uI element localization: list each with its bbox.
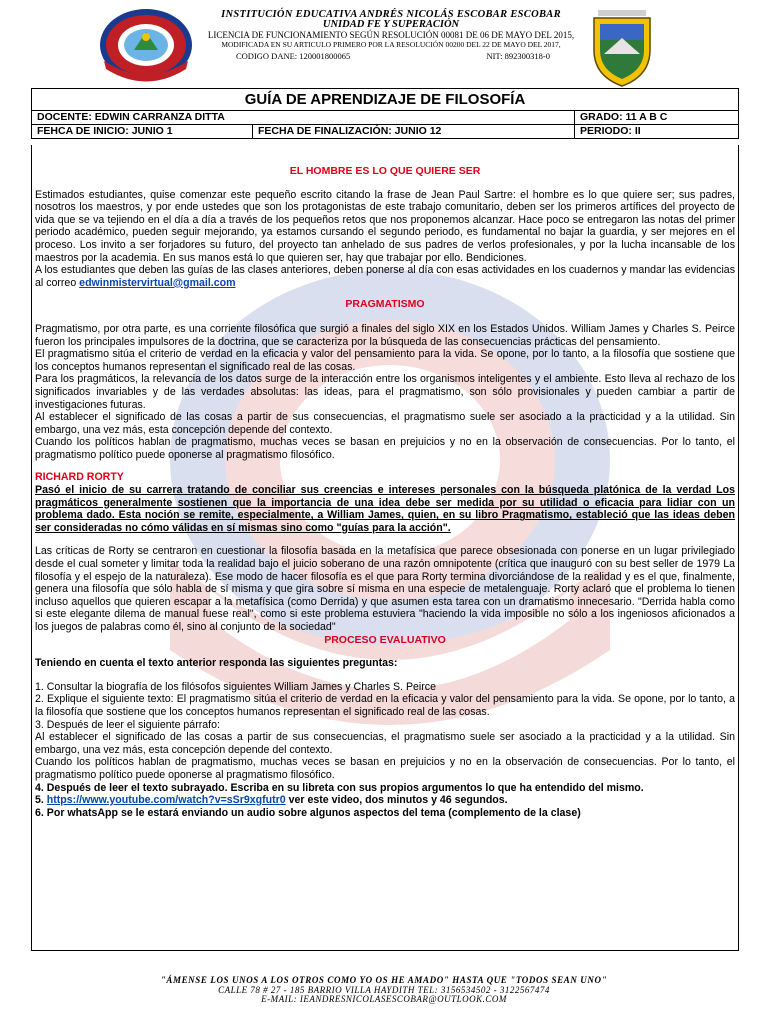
dane-code: CODIGO DANE: 120001800065	[236, 51, 351, 61]
email-link[interactable]: edwinmistervirtual@gmail.com	[79, 276, 236, 289]
pragmatismo-paragraph: Pragmatismo, por otra parte, es una corriente filosófica que surgió a finales del siglo XIX en los Estados Unidos. William James y Charles S. Peirce fueron los principales impulsores de la doctrina, que se caracteriza por la búsqueda de las consecuencias prácticas del pensamiento.	[35, 322, 735, 348]
question-3-quote: Al establecer el significado de las cosas a partir de sus consecuencias, el pragmatismo suele ser asociado a la practicidad y a la utilidad. Sin embargo, una vez más, esta concepción depende del contexto.	[35, 731, 735, 756]
question-5	[35, 794, 735, 807]
pragmatismo-heading: PRAGMATISMO	[345, 298, 425, 311]
guide-content	[35, 165, 735, 819]
question-5-number: 5.	[35, 794, 47, 807]
pragmatismo-paragraph: Cuando los políticos hablan de pragmatismo, muchas veces se basan en prejuicios y no en la observación de consecuencias. Por lo tanto, el pragmatismo político puede oponerse al pragmatismo filosófico.	[35, 436, 735, 461]
license-line: LICENCIA DE FUNCIONAMIENTO SEGÚN RESOLUCIÓN 00081 DE 06 DE MAYO DEL 2015,	[207, 30, 575, 40]
question-6: 6. Por whatsApp se le estará enviando un audio sobre algunos aspectos del tema (complemento de la clase)	[35, 806, 581, 819]
question-3: 3. Después de leer el siguiente párrafo:	[35, 718, 220, 731]
period-cell: PERIODO: II	[575, 125, 739, 139]
school-name: INSTITUCIÓN EDUCATIVA ANDRÉS NICOLÁS ESCOBAR ESCOBAR	[221, 9, 561, 20]
start-date-cell: FEHCA DE INICIO: JUNIO 1	[32, 125, 253, 139]
teacher-cell: DOCENTE: EDWIN CARRANZA DITTA	[32, 111, 575, 125]
footer-email: E-MAIL: IEANDRESNICOLASESCOBAR@OUTLOOK.COM	[261, 994, 507, 1005]
header-text	[196, 10, 586, 61]
pragmatismo-paragraph: Para los pragmáticos, la relevancia de los datos surge de la interacción entre los organismos inteligentes y el ambiente. Esto lleva al rechazo de los significados invariables y de las verdades absolutas: las ideas, para el pragmatismo, son sólo provisionales y pueden cambiar a partir de investigaciones futuras.	[35, 373, 735, 411]
proceso-heading: PROCESO EVALUATIVO	[324, 633, 446, 646]
pragmatismo-paragraph: El pragmatismo sitúa el criterio de verdad en la eficacia y valor del pensamiento para la vida. Se opone, por lo tanto, a la filosofía que sostiene que los conceptos humanos representan el significado real de las cosas.	[35, 348, 735, 373]
footer-address: CALLE 78 # 27 - 185 BARRIO VILLA HAYDITH TEL: 3156534502 - 3122567474	[218, 984, 550, 995]
intro-paragraph: Estimados estudiantes, quise comenzar este pequeño escrito citando la frase de Jean Paul Sartre: el hombre es lo que quiere ser; sus padres, nosotros los maestros, y por ende ustedes que son los protagonistas de este trabajo comunitario, deben ser los primeros artífices del proyecto de vida que se va tejiendo en el día a día a través de los pequeños retos que nos proponemos alcanzar. Hace poco se entregaron las notas del primer periodo académico, pueden seguir mejorando, ya estamos cursando el segundo periodo, es fundamental no bajar la guardia, y ser mejores en el proceso. Los invito a ser forjadores su futuro, del proyecto tan anhelado de sus padres de verlos profesionales, y por la lucha incansable de los maestros por la academia. En sus manos está lo que quieren ser, hay que trabajar por ello. Bendiciones.	[35, 188, 735, 264]
nit-code: NIT: 892300318-0	[486, 51, 550, 61]
email-instruction: A los estudiantes que deben las guías de las clases anteriores, deben ponerse al día con esas actividades en los cuadernos y mandar las evidencias al correo	[35, 264, 735, 289]
question-3-quote: Cuando los políticos hablan de pragmatismo, muchas veces se basan en prejuicios y no en la observación de consecuencias. Por lo tanto, el pragmatismo político puede oponerse al pragmatismo filosófico.	[35, 756, 735, 781]
footer-motto: "ÁMENSE LOS UNOS A LOS OTROS COMO YO OS HE AMADO" HASTA QUE "TODOS SEAN UNO"	[160, 975, 608, 985]
rorty-underlined-text: Pasó el inicio de su carrera tratando de conciliar sus creencias e intereses personales con la búsqueda platónica de la verdad Los pragmáticos generalmente sostienen que la importancia de una idea debe ser medida por su utilidad o eficacia para lidiar con un problema dado. Esta noción se remite, especialmente, a William James, quien, en su libro Pragmatismo, estableció que las ideas deben ser consideradas no cómo válidas en sí mismas sino como "guías para la acción".	[35, 484, 735, 534]
rorty-paragraph: Las críticas de Rorty se centraron en cuestionar la filosofía basada en la metafísica que parece obsesionada con ponerse en un lugar privilegiado desde el cual someter y limitar toda la realidad bajo el juicio soberano de una razón omnipotente (crítica que inauguró con su best seller de 1979 La filosofía y el espejo de la naturaleza). Ese modo de hacer filosofía es el que para Rorty termina divorciándose de la realidad y es el que, finalmente, genera una filosofía que sólo habla de sí misma y que gira sobre sí misma en una especie de metalenguaje. Rorty aclaró que el problema lo tienen incluso aquellos que quieren escapar a la metafísica (como Derrida) y que asumen esta tarea con un dramatismo innecesario. "Derrida habla como si este elegante dilema de manual fuese real", como si este problema estuviera "haciendo la vida imposible no sólo a los ingeniosos aficionados a los juegos de palabras como él, sino al conjunto de la sociedad"	[35, 545, 735, 633]
school-motto: UNIDAD FE Y SUPERACIÓN	[322, 19, 460, 30]
pragmatismo-paragraph: Al establecer el significado de las cosas a partir de sus consecuencias, el pragmatismo suele ser asociado a la practicidad y a la utilidad. Sin embargo, una vez más, esta concepción depende del contexto.	[35, 411, 735, 436]
document-header	[0, 0, 768, 90]
municipal-shield-icon	[590, 8, 654, 88]
grade-cell: GRADO: 11 A B C	[575, 111, 739, 125]
question-1: 1. Consultar la biografía de los filósofos siguientes William James y Charles S. Peirce	[35, 680, 436, 693]
end-date-cell: FECHA DE FINALIZACIÓN: JUNIO 12	[253, 125, 575, 139]
modification-line: MODIFICADA EN SU ARTICULO PRIMERO POR LA RESOLUCIÓN 00200 DEL 22 DE MAYO DEL 2017,	[221, 40, 561, 49]
video-link[interactable]: https://www.youtube.com/watch?v=sSr9xgfutr0	[46, 794, 286, 807]
question-5-text: ver este video, dos minutos y 46 segundos.	[285, 794, 508, 807]
question-4: 4. Después de leer el texto subrayado. Escriba en su libreta con sus propios argumentos lo que ha entendido del mismo.	[35, 781, 644, 794]
intro-heading: EL HOMBRE ES LO QUE QUIERE SER	[289, 165, 481, 177]
document-footer	[0, 976, 768, 1005]
proceso-lead: Teniendo en cuenta el texto anterior responda las siguientes preguntas:	[35, 657, 398, 670]
school-crest-icon	[98, 6, 194, 84]
guide-info-table	[31, 88, 739, 139]
question-2: 2. Explique el siguiente texto: El pragmatismo sitúa el criterio de verdad en la eficacia y valor del pensamiento para la vida. Se opone, por lo tanto, a la filosofía que sostiene que los conceptos humanos representan el significado real de las cosas.	[35, 693, 735, 718]
page-title: GUÍA DE APRENDIZAJE DE FILOSOFÍA	[32, 89, 739, 111]
rorty-heading: RICHARD RORTY	[35, 471, 124, 484]
intro-paragraph-email	[35, 264, 735, 289]
